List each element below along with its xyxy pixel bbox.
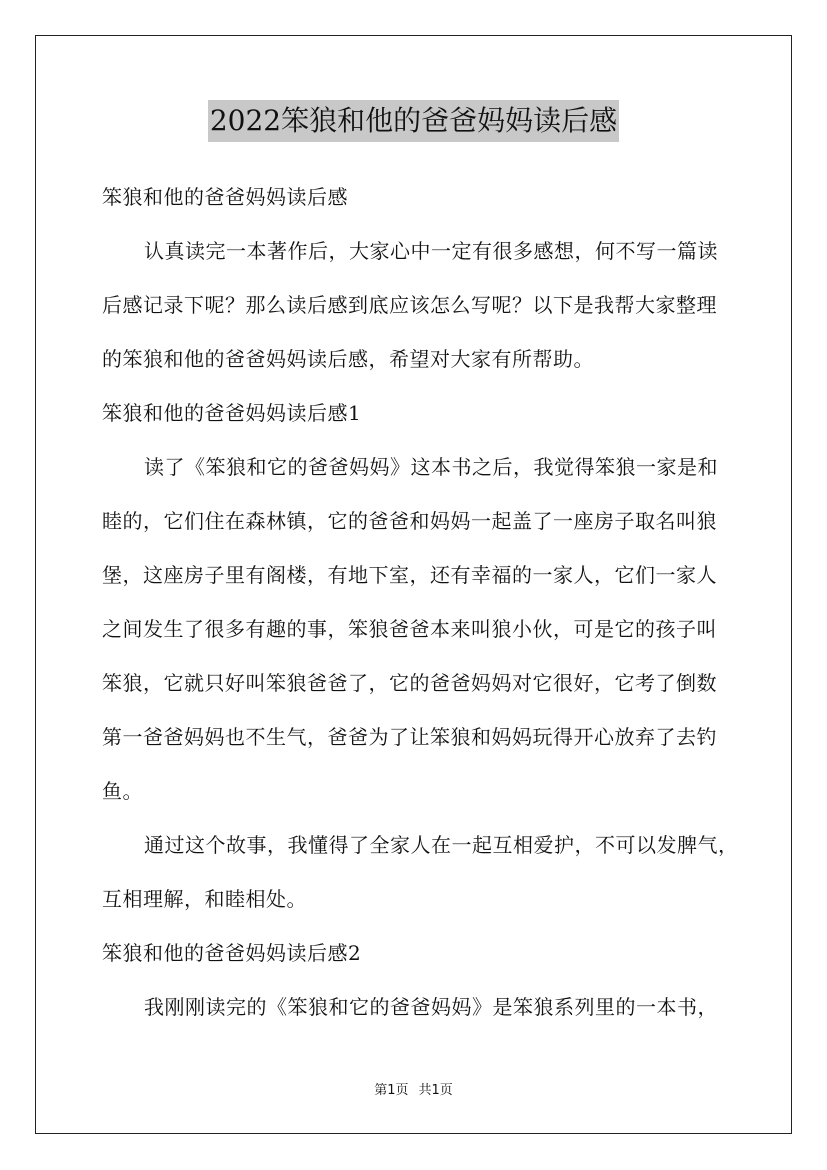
page-number: 第1页 (374, 1083, 409, 1098)
paragraph-line: 堡，这座房子里有阁楼，有地下室，还有幸福的一家人，它们一家人 (102, 563, 717, 587)
page-footer (0, 1081, 827, 1101)
paragraph-line: 我刚刚读完的《笨狼和它的爸爸妈妈》是笨狼系列里的一本书， (144, 995, 718, 1019)
paragraph-line: 睦的，它们住在森林镇，它的爸爸和妈妈一起盖了一座房子取名叫狼 (102, 509, 717, 533)
page-total: 共1页 (418, 1083, 453, 1098)
paragraph-line: 笨狼，它就只好叫笨狼爸爸了，它的爸爸妈妈对它很好，它考了倒数 (102, 671, 717, 695)
section-heading-2: 笨狼和他的爸爸妈妈读后感2 (102, 941, 362, 965)
paragraph-line: 第一爸爸妈妈也不生气，爸爸为了让笨狼和妈妈玩得开心放弃了去钓 (102, 725, 717, 749)
paragraph-line: 通过这个故事，我懂得了全家人在一起互相爱护，不可以发脾气， (144, 833, 739, 857)
section-heading-1: 笨狼和他的爸爸妈妈读后感1 (102, 401, 362, 425)
paragraph-line: 之间发生了很多有趣的事，笨狼爸爸本来叫狼小伙，可是它的孩子叫 (102, 617, 717, 641)
title-block (0, 100, 827, 142)
paragraph-line: 后感记录下呢？那么读后感到底应该怎么写呢？以下是我帮大家整理 (102, 293, 717, 317)
document-body (102, 170, 739, 1034)
section-heading-intro: 笨狼和他的爸爸妈妈读后感 (102, 185, 348, 209)
paragraph-line: 互相理解，和睦相处。 (102, 887, 307, 911)
paragraph-line: 认真读完一本著作后，大家心中一定有很多感想，何不写一篇读 (144, 239, 718, 263)
paragraph-line: 的笨狼和他的爸爸妈妈读后感，希望对大家有所帮助。 (102, 347, 594, 371)
paragraph-line: 鱼。 (102, 779, 143, 803)
paragraph-line: 读了《笨狼和它的爸爸妈妈》这本书之后，我觉得笨狼一家是和 (144, 455, 718, 479)
document-title: 2022笨狼和他的爸爸妈妈读后感 (208, 100, 619, 142)
